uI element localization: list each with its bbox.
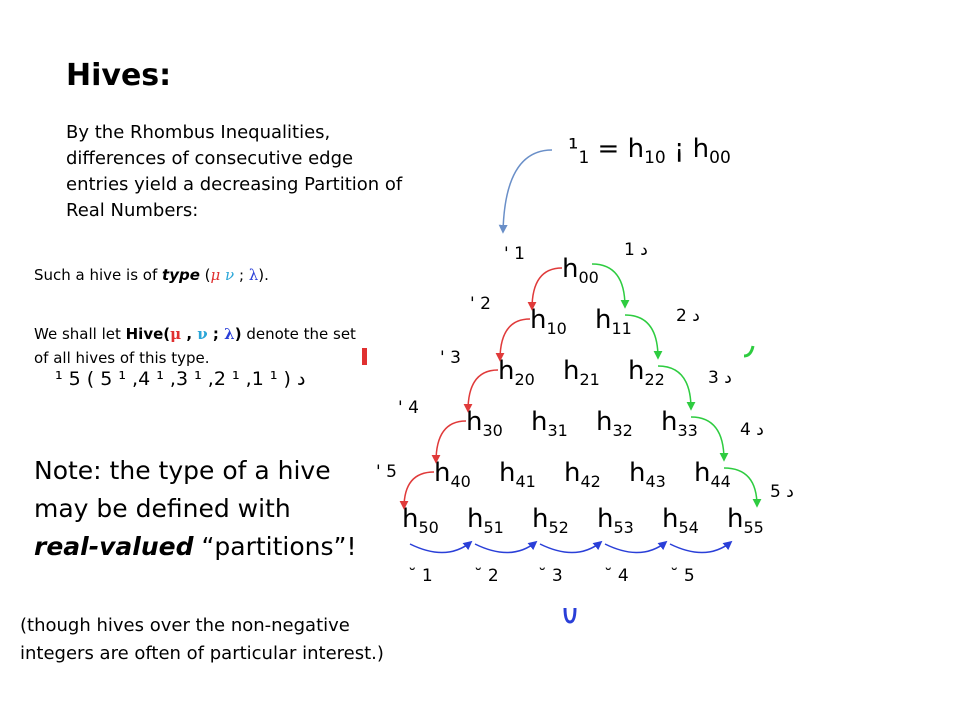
formula-minus: ¡ [665, 134, 693, 164]
right-label-5-index: 5 [770, 482, 781, 502]
left-label-3-index: 3 [450, 348, 461, 368]
left-label-1 [504, 244, 525, 264]
lambda-symbol: λ [248, 266, 259, 284]
hive-entry-symbol: h [597, 504, 614, 534]
formula-h2-sub: 00 [709, 148, 731, 169]
hive-entry-index: 32 [612, 421, 633, 441]
right-label-3-index: 3 [708, 368, 719, 388]
right-label-2-symbol: د [686, 306, 700, 326]
intro-paragraph: By the Rhombus Inequalities, differences of consecutive edge entries yield a decreasing Partition of Real Numbers: [66, 122, 403, 221]
hive-entry-symbol: h [532, 504, 549, 534]
green-arrow-5 [724, 468, 757, 506]
hive-entry-index: 10 [546, 319, 567, 339]
slide-title: Hives: [66, 58, 172, 93]
green-arrow-4 [691, 417, 724, 460]
formula-lhs: ¹ [568, 134, 579, 164]
hive-comma: , [181, 325, 198, 343]
right-label-1-symbol: د [634, 240, 648, 260]
left-label-2-index: 2 [480, 294, 491, 314]
hive-entry-symbol: h [466, 407, 483, 437]
left-label-4-symbol: ' [398, 398, 409, 418]
right-label-4 [740, 420, 764, 440]
right-label-3 [708, 368, 732, 388]
hive-entry-symbol: h [662, 504, 679, 534]
left-label-5-index: 5 [386, 462, 397, 482]
right-label-3-symbol: د [718, 368, 732, 388]
type-word: type [162, 266, 200, 284]
mu-symbol: μ [210, 266, 221, 284]
hive-entry-symbol: h [564, 458, 581, 488]
hive-entry-symbol: h [467, 504, 484, 534]
blue-arrow-5 [670, 542, 731, 553]
hive-prefix: We shall let [34, 325, 126, 343]
hive-entry-index: 43 [645, 472, 666, 492]
note-line-3-rest: “partitions”! [193, 532, 357, 561]
formula-h1: h [627, 134, 645, 164]
green-arrow-1 [592, 264, 625, 307]
red-arrow-3 [468, 370, 498, 411]
bottom-label-1-symbol: ˘ [408, 566, 422, 586]
hive-word: Hive( [125, 325, 171, 343]
hive-suffix: denote the set of all hives of this type. [34, 325, 356, 366]
hive-entry-symbol: h [628, 356, 645, 386]
red-arrow-5 [404, 472, 434, 508]
hive-entry-index: 42 [580, 472, 601, 492]
hive-close: ) [234, 325, 242, 343]
hive-entry-symbol: h [499, 458, 516, 488]
bottom-label-2 [474, 566, 499, 586]
footer-line-1: (though hives over the non-negative [20, 615, 350, 636]
type-close: ). [258, 266, 269, 284]
red-arrow-1 [532, 268, 562, 309]
pointer-arrow [503, 150, 552, 232]
left-label-2 [470, 294, 491, 314]
hive-entry-index: 44 [710, 472, 731, 492]
green-arrow-3 [658, 366, 691, 409]
hive-entry-index: 20 [514, 370, 535, 390]
right-label-1-index: 1 [624, 240, 635, 260]
hive-entry-index: 11 [611, 319, 632, 339]
right-label-1 [624, 240, 648, 260]
left-label-5-symbol: ' [376, 462, 387, 482]
hive-mu: μ [170, 325, 182, 343]
hive-entry-index: 41 [515, 472, 536, 492]
bottom-label-3-index: 3 [551, 566, 563, 586]
type-prefix: Such a hive is of [34, 266, 163, 284]
hive-entry-symbol: h [661, 407, 678, 437]
left-label-1-symbol: ' [504, 244, 515, 264]
left-label-4-index: 4 [408, 398, 419, 418]
hive-lambda: λ [224, 325, 235, 343]
left-label-3 [440, 348, 461, 368]
left-label-1-index: 1 [514, 244, 525, 264]
blue-arrow-4 [605, 542, 666, 553]
right-label-2-index: 2 [676, 306, 687, 326]
blue-arrow-2 [475, 542, 536, 553]
hive-entry-index: 55 [743, 518, 764, 538]
bottom-label-5 [670, 566, 695, 586]
right-label-4-symbol: د [750, 420, 764, 440]
right-label-2 [676, 306, 700, 326]
hive-entry-index: 51 [483, 518, 504, 538]
hive-entry-symbol: h [595, 305, 612, 335]
left-label-2-symbol: ' [470, 294, 481, 314]
right-label-5-symbol: د [780, 482, 794, 502]
hive-entry-symbol: h [531, 407, 548, 437]
left-label-4 [398, 398, 419, 418]
hive-entry-index: 30 [482, 421, 503, 441]
hive-entry-symbol: h [694, 458, 711, 488]
real-valued-emphasis: real-valued [34, 532, 194, 561]
type-sep: ; [234, 266, 249, 284]
hive-entry-index: 33 [677, 421, 698, 441]
bottom-label-5-index: 5 [683, 566, 695, 586]
hive-entry-index: 50 [418, 518, 439, 538]
green-arrow-2 [625, 315, 658, 358]
bottom-label-2-symbol: ˘ [474, 566, 488, 586]
bottom-label-1 [408, 566, 433, 586]
blue-arrow-1 [410, 542, 471, 553]
hive-entry-symbol: h [562, 254, 579, 284]
hive-entry-index: 54 [678, 518, 699, 538]
bottom-label-2-index: 2 [487, 566, 499, 586]
red-arrow-2 [500, 319, 530, 360]
hive-entry-index: 22 [644, 370, 665, 390]
hive-entry-index: 53 [613, 518, 634, 538]
formula-h2: h [692, 134, 710, 164]
note-line-2: may be defined with [34, 494, 291, 523]
hive-entry-symbol: h [629, 458, 646, 488]
hive-entry-index: 21 [579, 370, 600, 390]
hive-entry-symbol: h [596, 407, 613, 437]
hive-entry-index: 40 [450, 472, 471, 492]
red-arrow-4 [436, 421, 466, 462]
hive-sep: ; [207, 325, 225, 343]
hive-entry-symbol: h [530, 305, 547, 335]
nu-symbol: ν [220, 266, 235, 284]
hive-entry-symbol: h [498, 356, 515, 386]
formula-eq: = [589, 134, 628, 164]
formula-h1-sub: 10 [644, 148, 666, 169]
type-open: ( [199, 266, 211, 284]
hive-entry-symbol: h [434, 458, 451, 488]
formula-lhs-sub: 1 [578, 148, 590, 169]
hive-entry-symbol: h [727, 504, 744, 534]
hive-nu: ν [197, 325, 208, 343]
hive-entry-symbol: h [402, 504, 419, 534]
bottom-label-4-index: 4 [617, 566, 629, 586]
bottom-label-5-symbol: ˘ [670, 566, 684, 586]
right-label-5 [770, 482, 794, 502]
left-label-5 [376, 462, 397, 482]
bottom-label-3-symbol: ˘ [538, 566, 552, 586]
hive-entry-index: 31 [547, 421, 568, 441]
blue-arrow-3 [540, 542, 601, 553]
bottom-label-4 [604, 566, 629, 586]
bottom-label-4-symbol: ˘ [604, 566, 618, 586]
hive-entry-index: 00 [578, 268, 599, 288]
bottom-label-1-index: 1 [421, 566, 433, 586]
left-label-3-symbol: ' [440, 348, 451, 368]
footer-line-2: integers are often of particular interest.) [20, 643, 384, 664]
garbled-partition-formula: ¹ د ( ¹ 1, ¹ 2, ¹ 3, ¹ 4, ¹ 5 ) 5 [55, 368, 306, 390]
bottom-label-3 [538, 566, 563, 586]
hive-entry-symbol: h [563, 356, 580, 386]
hive-entry-index: 52 [548, 518, 569, 538]
note-line-1: Note: the type of a hive [34, 456, 331, 485]
right-label-4-index: 4 [740, 420, 751, 440]
